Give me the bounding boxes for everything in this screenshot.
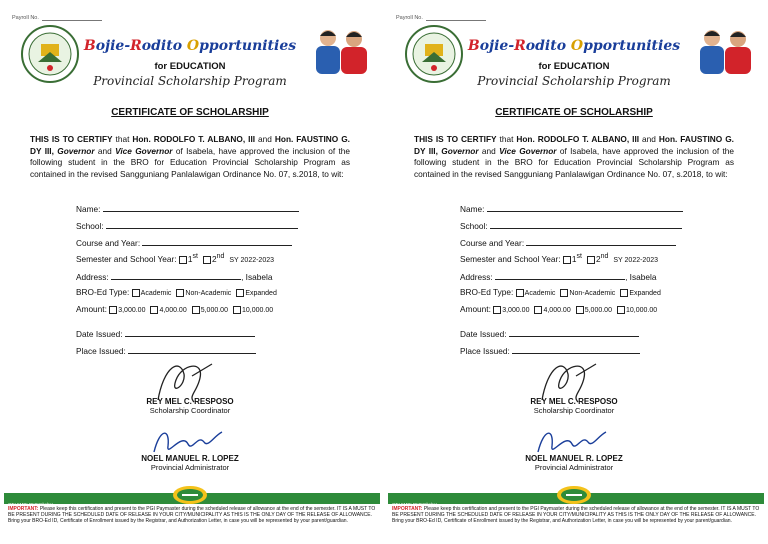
certification-paragraph: THIS IS TO CERTIFY that Hon. RODOLFO T. ALBANO, III and Hon. FAUSTINO G. DY III, Governor and Vice Governor of Isabela, have approved the inclusion of the following student in the BRO for Education Provincial Scholarship Program as contained in the revised Sangguniang Panlalawigan Ordinance No. 07, s.2018, to wit: [30, 134, 350, 179]
bro-ed-type-field: BRO-Ed Type: Academic Non-Academic Expanded [76, 287, 277, 297]
certification-paragraph: THIS IS TO CERTIFY that Hon. RODOLFO T. ALBANO, III and Hon. FAUSTINO G. DY III, Governor and Vice Governor of Isabela, have approved the inclusion of the following student in the BRO for Education Provincial Scholarship Program as contained in the revised Sangguniang Panlalawigan Ordinance No. 07, s.2018, to wit: [414, 134, 734, 179]
checkbox-icon[interactable] [563, 256, 571, 264]
type-non-academic-option[interactable]: Non-Academic [560, 289, 615, 297]
certificate-right [384, 0, 764, 544]
reference-code: PTAXMPLRMKGhsbV [8, 502, 53, 507]
type-academic-option[interactable]: Academic [132, 289, 172, 297]
payroll-no: Payroll No. [12, 14, 102, 21]
bro-ed-type-field: BRO-Ed Type: Academic Non-Academic Expanded [460, 287, 661, 297]
sem2-option[interactable]: 2nd [587, 253, 608, 264]
date-issued-field[interactable]: Date Issued: [76, 327, 255, 339]
amount-5000-option[interactable]: 5,000.00 [576, 306, 612, 314]
place-issued-line[interactable] [128, 344, 256, 354]
amount-4000-option[interactable]: 4,000.00 [150, 306, 186, 314]
amount-10000-option[interactable]: 10,000.00 [617, 306, 657, 314]
officials-portrait-icon [308, 24, 374, 74]
address-line[interactable] [111, 270, 241, 280]
type-expanded-option[interactable]: Expanded [236, 289, 277, 297]
name-field[interactable]: Name: [76, 202, 299, 214]
payroll-no: Payroll No. [396, 14, 486, 21]
checkbox-icon[interactable] [132, 289, 140, 297]
amount-field: Amount: 3,000.00 4,000.00 5,000.00 10,000.00 [76, 304, 274, 314]
payroll-line [426, 14, 486, 21]
checkbox-icon[interactable] [150, 306, 158, 314]
bro-ed-logo-icon [556, 484, 592, 504]
checkbox-icon[interactable] [560, 289, 568, 297]
signatory-administrator: NOEL MANUEL R. LOPEZ Provincial Administrator [525, 454, 623, 472]
date-issued-line[interactable] [509, 327, 639, 337]
bro-ed-logo-icon [172, 484, 208, 504]
type-academic-option[interactable]: Academic [516, 289, 556, 297]
amount-field: Amount: 3,000.00 4,000.00 5,000.00 10,000.00 [460, 304, 658, 314]
course-field[interactable]: Course and Year: [460, 236, 676, 248]
checkbox-icon[interactable] [617, 306, 625, 314]
address-field[interactable]: Address: , Isabela [76, 272, 273, 282]
certificate-left [0, 0, 380, 544]
place-issued-field[interactable]: Place Issued: [460, 344, 640, 356]
amount-4000-option[interactable]: 4,000.00 [534, 306, 570, 314]
program-brand: Bojie-Rodito Opportunities [467, 38, 681, 54]
school-line[interactable] [490, 219, 682, 229]
type-expanded-option[interactable]: Expanded [620, 289, 661, 297]
checkbox-icon[interactable] [587, 256, 595, 264]
place-issued-line[interactable] [512, 344, 640, 354]
sem2-option[interactable]: 2nd [203, 253, 224, 264]
for-education-label: for EDUCATION [154, 61, 226, 72]
program-brand: Bojie-Rodito Opportunities [83, 38, 297, 54]
school-year: SY 2022-2023 [613, 256, 659, 264]
school-line[interactable] [106, 219, 298, 229]
checkbox-icon[interactable] [203, 256, 211, 264]
important-notice: IMPORTANT: Please keep this certification and present to the PGI Paymaster during the scheduled release of allowance at the end of the semester. IT IS A MUST TO BE PRESENT DURING THE SCHEDULED DATE OF RELEASE IN YOUR CITY/MUNICIPALITY AS THIS IS THE ONLY DAY OF THE RELEASE OF ALLOWANCE. Bring your BRO-Ed ID, Certificate of Enrollment issued by the Registrar, and Authorization Letter, in case you will be represented by your parent/guardian. [8, 506, 376, 525]
name-line[interactable] [103, 202, 299, 212]
school-field[interactable]: School: [460, 219, 682, 231]
semester-field: Semester and School Year: 1st 2ndSY 2022-2023 [460, 253, 659, 264]
date-issued-line[interactable] [125, 327, 255, 337]
reference-code: PTAXMPLRMKGhsbV [392, 502, 437, 507]
place-issued-field[interactable]: Place Issued: [76, 344, 256, 356]
checkbox-icon[interactable] [179, 256, 187, 264]
signatory-administrator: NOEL MANUEL R. LOPEZ Provincial Administrator [141, 454, 239, 472]
amount-3000-option[interactable]: 3,000.00 [493, 306, 529, 314]
sem1-option[interactable]: 1st [179, 253, 198, 264]
certificate-title: CERTIFICATE OF SCHOLARSHIP [111, 107, 269, 118]
semester-field: Semester and School Year: 1st 2ndSY 2022-2023 [76, 253, 275, 264]
certificate-title: CERTIFICATE OF SCHOLARSHIP [495, 107, 653, 118]
checkbox-icon[interactable] [516, 289, 524, 297]
payroll-line [42, 14, 102, 21]
school-year: SY 2022-2023 [229, 256, 275, 264]
course-line[interactable] [142, 236, 292, 246]
amount-5000-option[interactable]: 5,000.00 [192, 306, 228, 314]
amount-3000-option[interactable]: 3,000.00 [109, 306, 145, 314]
checkbox-icon[interactable] [233, 306, 241, 314]
course-line[interactable] [526, 236, 676, 246]
program-name: Provincial Scholarship Program [93, 74, 287, 88]
checkbox-icon[interactable] [236, 289, 244, 297]
school-field[interactable]: School: [76, 219, 298, 231]
amount-10000-option[interactable]: 10,000.00 [233, 306, 273, 314]
name-field[interactable]: Name: [460, 202, 683, 214]
address-field[interactable]: Address: , Isabela [460, 272, 657, 282]
signatory-coordinator: REY MEL C. RESPOSO Scholarship Coordinator [530, 397, 618, 415]
type-non-academic-option[interactable]: Non-Academic [176, 289, 231, 297]
checkbox-icon[interactable] [192, 306, 200, 314]
name-line[interactable] [487, 202, 683, 212]
for-education-label: for EDUCATION [538, 61, 610, 72]
signatory-coordinator: REY MEL C. RESPOSO Scholarship Coordinator [146, 397, 234, 415]
officials-portrait-icon [692, 24, 758, 74]
important-notice: IMPORTANT: Please keep this certification and present to the PGI Paymaster during the scheduled release of allowance at the end of the semester. IT IS A MUST TO BE PRESENT DURING THE SCHEDULED DATE OF RELEASE IN YOUR CITY/MUNICIPALITY AS THIS IS THE ONLY DAY OF THE RELEASE OF ALLOWANCE. Bring your BRO-Ed ID, Certificate of Enrollment issued by the Registrar, and Authorization Letter, in case you will be represented by your parent/guardian. [392, 506, 760, 525]
checkbox-icon[interactable] [576, 306, 584, 314]
checkbox-icon[interactable] [493, 306, 501, 314]
program-name: Provincial Scholarship Program [477, 74, 671, 88]
address-line[interactable] [495, 270, 625, 280]
course-field[interactable]: Course and Year: [76, 236, 292, 248]
date-issued-field[interactable]: Date Issued: [460, 327, 639, 339]
checkbox-icon[interactable] [109, 306, 117, 314]
sem1-option[interactable]: 1st [563, 253, 582, 264]
checkbox-icon[interactable] [534, 306, 542, 314]
checkbox-icon[interactable] [620, 289, 628, 297]
checkbox-icon[interactable] [176, 289, 184, 297]
